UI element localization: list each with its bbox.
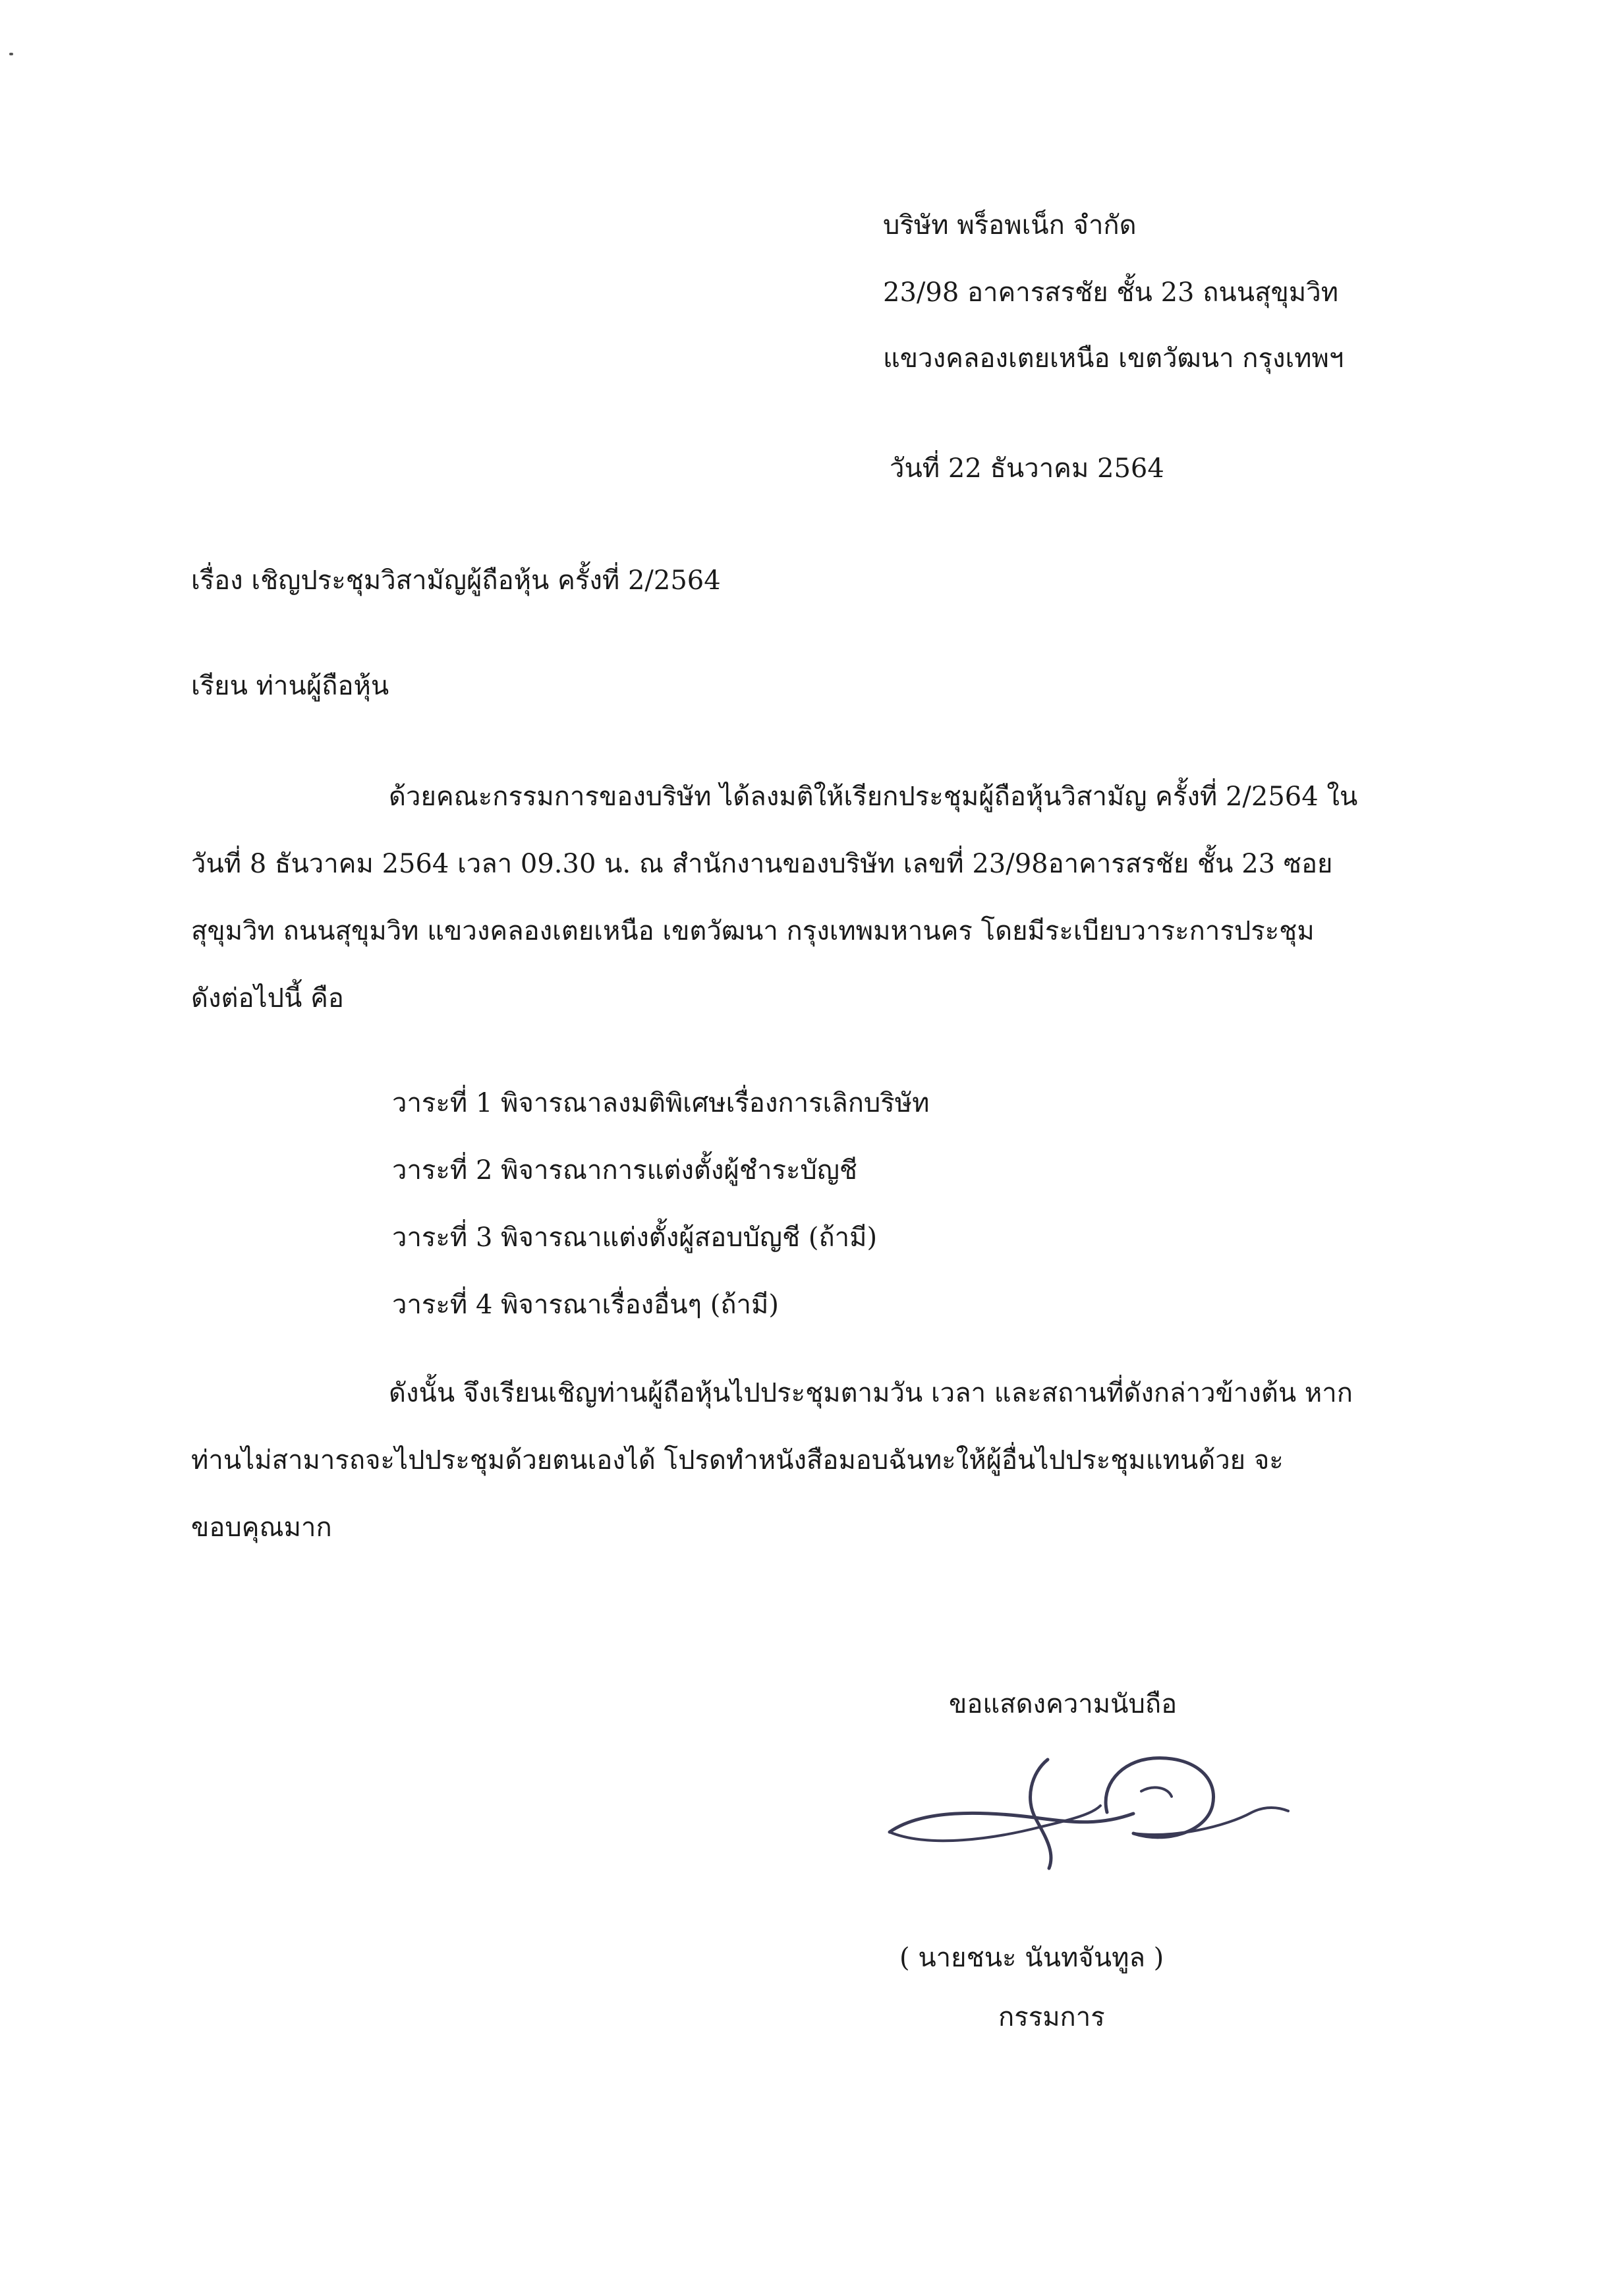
- agenda-item: วาระที่ 3 พิจารณาแต่งตั้งผู้สอบบัญชี (ถ้ามี): [392, 1222, 878, 1253]
- letter-salutation: เรียน ท่านผู้ถือหุ้น: [191, 671, 389, 701]
- company-address-line-2: แขวงคลองเตยเหนือ เขตวัฒนา กรุงเทพฯ: [883, 343, 1344, 374]
- paragraph-line: วันที่ 8 ธันวาคม 2564 เวลา 09.30 น. ณ สำนักงานของบริษัท เลขที่ 23/98อาคารสรชัย ชั้น 23 ซอย: [191, 849, 1333, 879]
- paragraph-line: ด้วยคณะกรรมการของบริษัท ได้ลงมติให้เรียกประชุมผู้ถือหุ้นวิสามัญ ครั้งที่ 2/2564 ใน: [389, 782, 1358, 812]
- body-paragraph-1: [191, 780, 1410, 1017]
- signer-title: กรรมการ: [998, 2002, 1105, 2032]
- letter-date: วันที่ 22 ธันวาคม 2564: [890, 453, 1164, 484]
- company-address-line-1: 23/98 อาคารสรชัย ชั้น 23 ถนนสุขุมวิท: [883, 277, 1339, 308]
- signer-name: ( นายชนะ นันทจันทูล ): [899, 1943, 1164, 1973]
- handwritten-signature: [883, 1740, 1292, 1872]
- paragraph-line: สุขุมวิท ถนนสุขุมวิท แขวงคลองเตยเหนือ เขตวัฒนา กรุงเทพมหานคร โดยมีระเบียบวาระการประชุม: [191, 916, 1315, 946]
- scan-speck: [9, 53, 13, 55]
- agenda-item: วาระที่ 2 พิจารณาการแต่งตั้งผู้ชำระบัญชี: [392, 1155, 858, 1186]
- agenda-item: วาระที่ 1 พิจารณาลงมติพิเศษเรื่องการเลิกบริษัท: [392, 1088, 930, 1118]
- body-paragraph-2: [191, 1376, 1410, 1547]
- agenda-item: วาระที่ 4 พิจารณาเรื่องอื่นๆ (ถ้ามี): [392, 1290, 779, 1320]
- letter-closing: ขอแสดงความนับถือ: [949, 1689, 1178, 1719]
- paragraph-line: ดังต่อไปนี้ คือ: [191, 983, 344, 1014]
- company-name: บริษัท พร็อพเน็ก จำกัด: [883, 210, 1137, 241]
- letter-subject: เรื่อง เชิญประชุมวิสามัญผู้ถือหุ้น ครั้งที่ 2/2564: [191, 565, 721, 596]
- paragraph-line: ดังนั้น จึงเรียนเชิญท่านผู้ถือหุ้นไปประชุมตามวัน เวลา และสถานที่ดังกล่าวข้างต้น หาก: [389, 1378, 1353, 1408]
- paragraph-line: ขอบคุณมาก: [191, 1512, 332, 1543]
- paragraph-line: ท่านไม่สามารถจะไปประชุมด้วยตนเองได้ โปรดทำหนังสือมอบฉันทะให้ผู้อื่นไปประชุมแทนด้วย จะ: [191, 1445, 1284, 1476]
